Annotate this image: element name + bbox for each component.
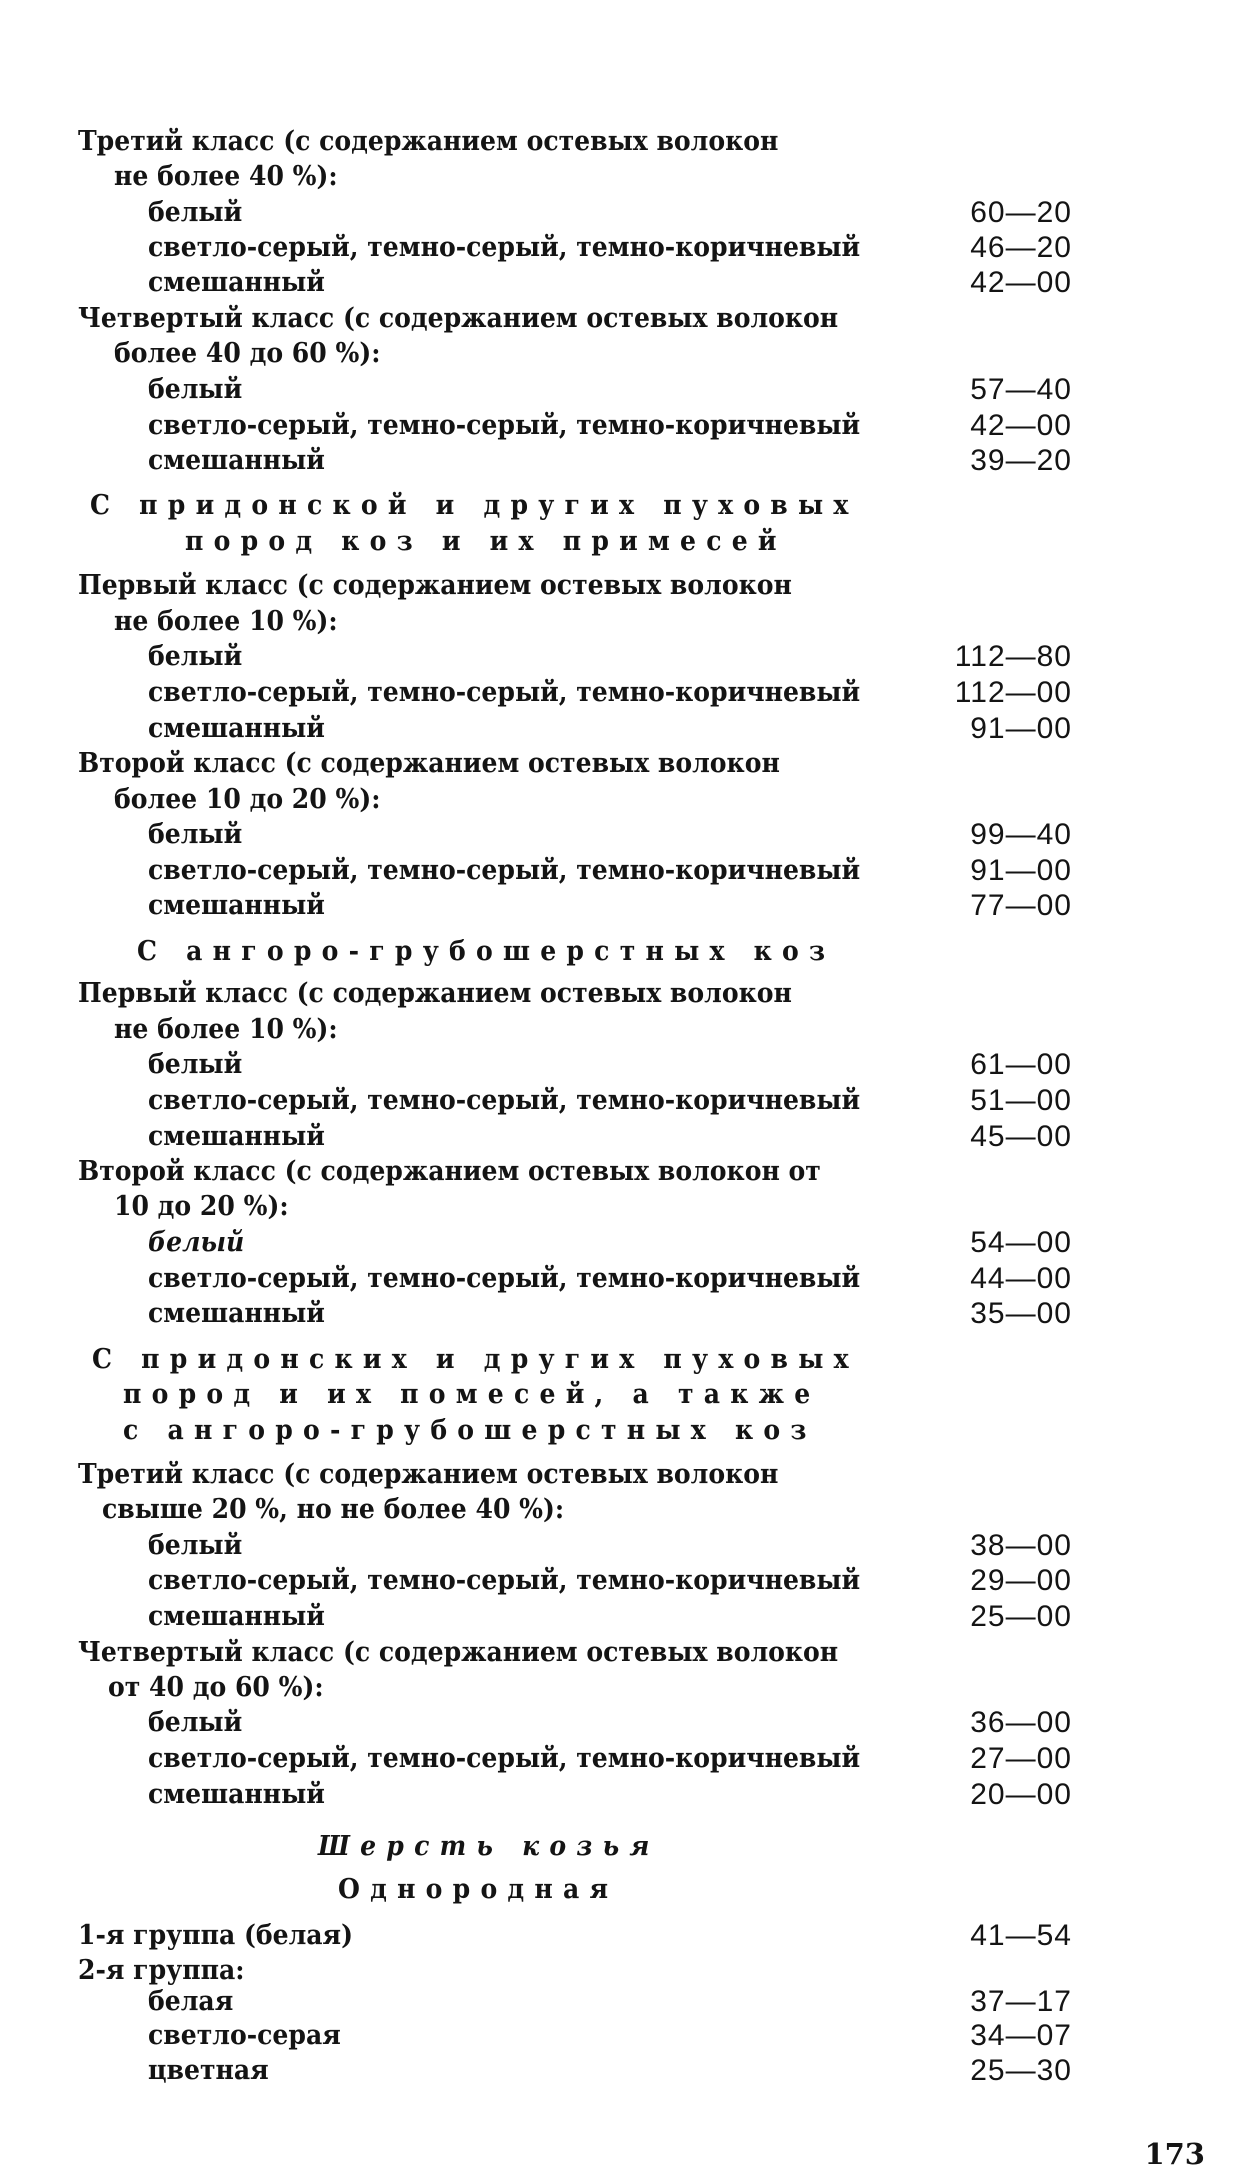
row-label: Четвертый класс (с содержанием остевых волокон — [78, 1637, 839, 1668]
row-label: белый — [148, 1707, 243, 1738]
row-label: светло-серый, темно-серый, темно-коричневый — [148, 410, 861, 441]
row-label: светло-серая — [148, 2020, 341, 2051]
row-label: белый — [148, 641, 243, 672]
text-row — [0, 124, 1257, 160]
row-label: более 40 до 60 %): — [114, 338, 381, 369]
row-label: Первый класс (с содержанием остевых волокон — [78, 978, 792, 1009]
row-label: белая — [148, 1986, 234, 2017]
text-row — [0, 568, 1257, 604]
row-price: 37—17 — [970, 1985, 1072, 2018]
row-price: 36—00 — [970, 1706, 1072, 1739]
section-heading — [0, 1377, 1257, 1413]
section-heading — [0, 1413, 1257, 1449]
section-heading-text: Шерсть козья — [318, 1831, 660, 1862]
price-row — [0, 230, 1257, 266]
row-price: 42—00 — [970, 266, 1072, 299]
price-row — [0, 1741, 1257, 1777]
text-row — [0, 1457, 1257, 1493]
price-row — [0, 1918, 1257, 1954]
section-heading — [0, 524, 1257, 560]
price-row — [0, 1083, 1257, 1119]
row-label: смешанный — [148, 1779, 325, 1810]
row-label: не более 10 %): — [114, 1014, 338, 1045]
row-price: 20—00 — [970, 1778, 1072, 1811]
row-label: смешанный — [148, 713, 325, 744]
price-row — [0, 1777, 1257, 1813]
price-row — [0, 195, 1257, 231]
text-row — [0, 1012, 1257, 1048]
row-label: более 10 до 20 %): — [114, 784, 381, 815]
row-label: светло-серый, темно-серый, темно-коричневый — [148, 1743, 861, 1774]
text-row — [0, 301, 1257, 337]
row-label: белый — [148, 1049, 243, 1080]
section-heading — [0, 1342, 1257, 1378]
text-row — [0, 336, 1257, 372]
row-label: 2-я группа: — [78, 1955, 245, 1986]
row-price: 54—00 — [970, 1226, 1072, 1259]
row-label: 10 до 20 %): — [114, 1191, 289, 1222]
price-row — [0, 1119, 1257, 1155]
row-label: смешанный — [148, 1121, 325, 1152]
text-row — [0, 604, 1257, 640]
row-label: белый — [148, 819, 243, 850]
text-row — [0, 1670, 1257, 1706]
row-label: смешанный — [148, 890, 325, 921]
section-heading — [0, 1829, 1257, 1865]
row-price: 39—20 — [970, 444, 1072, 477]
price-row — [0, 372, 1257, 408]
row-price: 77—00 — [970, 889, 1072, 922]
row-label: 1-я группа (белая) — [78, 1920, 353, 1951]
section-heading-text: с ангоро-грубошерстных коз — [123, 1415, 817, 1446]
row-label: смешанный — [148, 1601, 325, 1632]
row-price: 44—00 — [970, 1262, 1072, 1295]
row-price: 60—20 — [970, 196, 1072, 229]
section-heading — [0, 1872, 1257, 1908]
row-price: 42—00 — [970, 409, 1072, 442]
price-row — [0, 1984, 1257, 2020]
row-price: 91—00 — [970, 854, 1072, 887]
row-label: светло-серый, темно-серый, темно-коричневый — [148, 855, 861, 886]
price-row — [0, 888, 1257, 924]
section-heading-text: пород коз и их примесей — [185, 526, 787, 557]
text-row — [0, 782, 1257, 818]
price-row — [0, 675, 1257, 711]
section-heading-text: С ангоро-грубошерстных коз — [137, 936, 836, 967]
text-row — [0, 976, 1257, 1012]
section-heading-text: пород и их помесей, а также — [123, 1379, 821, 1410]
row-label: светло-серый, темно-серый, темно-коричневый — [148, 677, 861, 708]
row-label: белый — [148, 374, 243, 405]
price-row — [0, 443, 1257, 479]
row-label: цветная — [148, 2055, 269, 2086]
row-label: Третий класс (с содержанием остевых волокон — [78, 126, 779, 157]
row-label: Второй класс (с содержанием остевых волокон — [78, 748, 780, 779]
row-price: 38—00 — [970, 1529, 1072, 1562]
row-price: 91—00 — [970, 712, 1072, 745]
row-label: Четвертый класс (с содержанием остевых волокон — [78, 303, 839, 334]
price-row — [0, 639, 1257, 675]
row-price: 29—00 — [970, 1564, 1072, 1597]
price-row — [0, 265, 1257, 301]
page-number: 173 — [1144, 2137, 1205, 2171]
price-row — [0, 1261, 1257, 1297]
row-label: смешанный — [148, 267, 325, 298]
row-label: не более 40 %): — [114, 161, 338, 192]
row-price: 25—00 — [970, 1600, 1072, 1633]
section-heading-text: Однородная — [338, 1874, 619, 1905]
row-price: 25—30 — [970, 2054, 1072, 2087]
text-row — [0, 1154, 1257, 1190]
row-label: от 40 до 60 %): — [108, 1672, 324, 1703]
price-row — [0, 1225, 1257, 1261]
price-row — [0, 1705, 1257, 1741]
row-label: Второй класс (с содержанием остевых волокон от — [78, 1156, 821, 1187]
row-label: смешанный — [148, 445, 325, 476]
row-price: 51—00 — [970, 1084, 1072, 1117]
row-label: смешанный — [148, 1298, 325, 1329]
price-row — [0, 2018, 1257, 2054]
price-row — [0, 2053, 1257, 2089]
price-row — [0, 1528, 1257, 1564]
row-price: 34—07 — [970, 2019, 1072, 2052]
row-label: светло-серый, темно-серый, темно-коричневый — [148, 1263, 861, 1294]
text-row — [0, 1189, 1257, 1225]
row-price: 46—20 — [970, 231, 1072, 264]
section-heading-text: С придонской и других пуховых — [90, 490, 859, 521]
price-row — [0, 711, 1257, 747]
price-row — [0, 1599, 1257, 1635]
row-label: белый — [148, 1530, 243, 1561]
price-row — [0, 1047, 1257, 1083]
row-price: 112—00 — [954, 676, 1072, 709]
price-row — [0, 1563, 1257, 1599]
row-label: светло-серый, темно-серый, темно-коричневый — [148, 232, 861, 263]
row-price: 27—00 — [970, 1742, 1072, 1775]
text-row — [0, 159, 1257, 195]
row-label: Первый класс (с содержанием остевых волокон — [78, 570, 792, 601]
row-price: 99—40 — [970, 818, 1072, 851]
text-row — [0, 1492, 1257, 1528]
text-row — [0, 1635, 1257, 1671]
price-row — [0, 817, 1257, 853]
row-price: 57—40 — [970, 373, 1072, 406]
row-label: светло-серый, темно-серый, темно-коричневый — [148, 1565, 861, 1596]
row-price: 61—00 — [970, 1048, 1072, 1081]
section-heading — [0, 488, 1257, 524]
text-row — [0, 746, 1257, 782]
section-heading-text: С придонских и других пуховых — [92, 1344, 859, 1375]
row-label: свыше 20 %, но не более 40 %): — [102, 1494, 565, 1525]
row-price: 35—00 — [970, 1297, 1072, 1330]
section-heading — [0, 934, 1257, 970]
row-label: белый — [148, 197, 243, 228]
row-label: не более 10 %): — [114, 606, 338, 637]
row-label: светло-серый, темно-серый, темно-коричневый — [148, 1085, 861, 1116]
price-row — [0, 853, 1257, 889]
price-row — [0, 1296, 1257, 1332]
row-price: 112—80 — [954, 640, 1072, 673]
row-price: 45—00 — [970, 1120, 1072, 1153]
row-label: Третий класс (с содержанием остевых волокон — [78, 1459, 779, 1490]
row-price: 41—54 — [970, 1919, 1072, 1952]
row-label: белый — [148, 1227, 245, 1258]
price-row — [0, 408, 1257, 444]
